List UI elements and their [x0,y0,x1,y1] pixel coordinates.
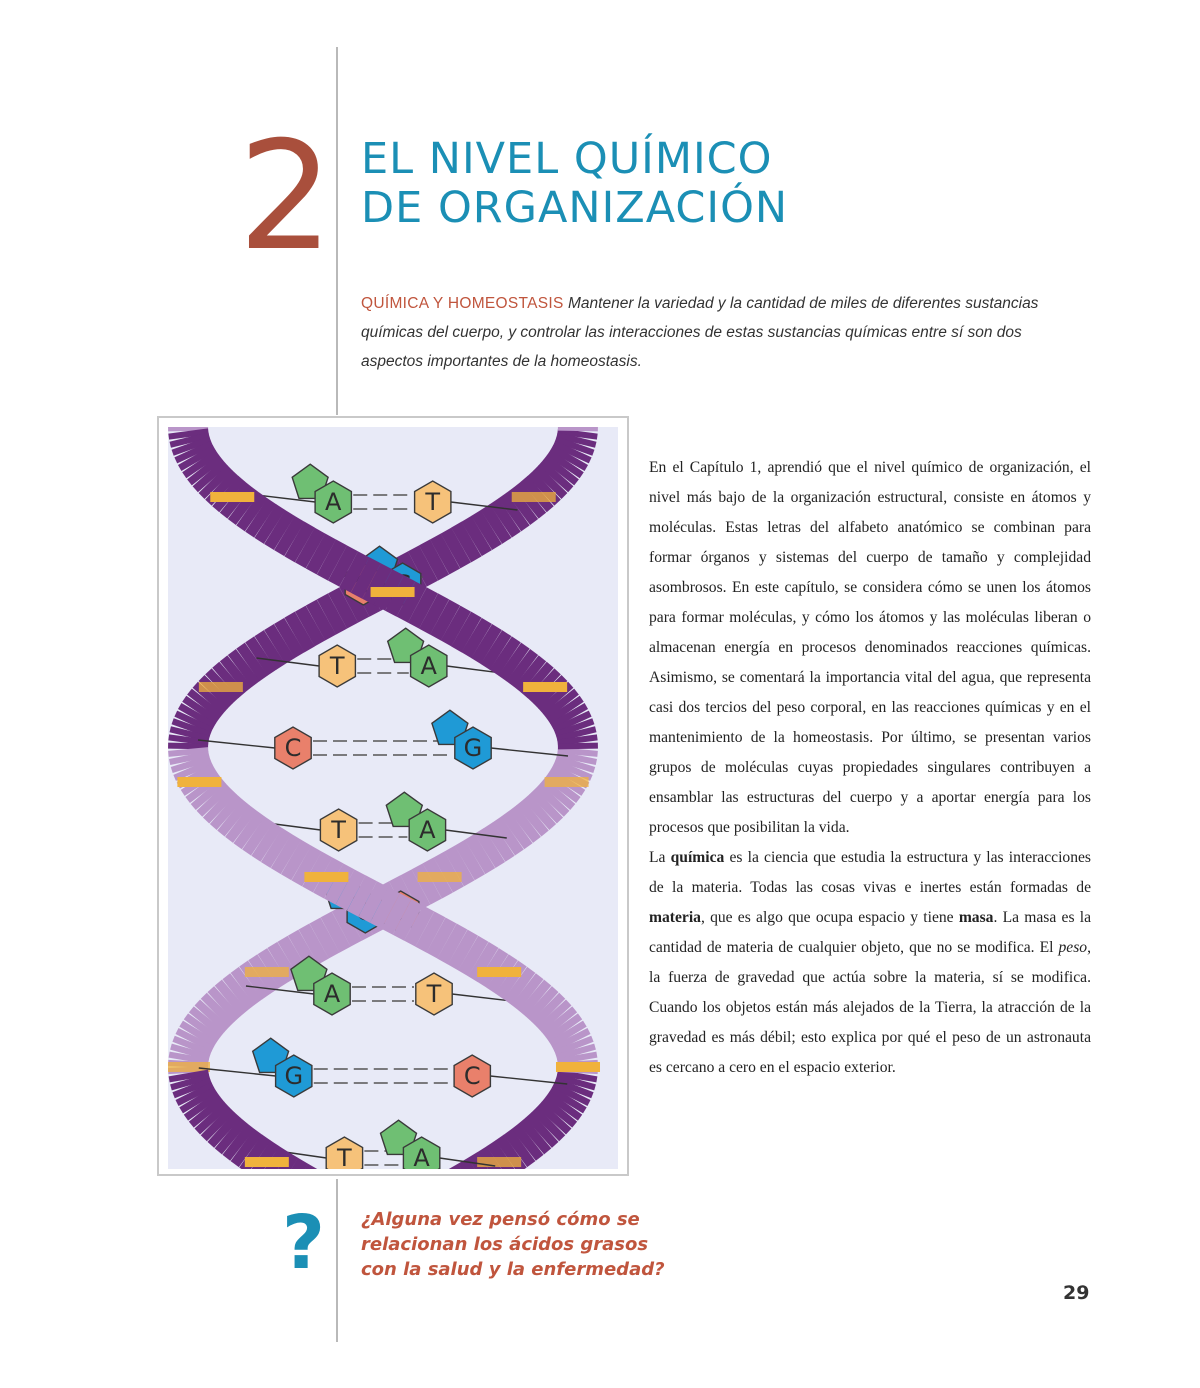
strand-b-segment [547,479,553,485]
term-quimica: química [670,849,725,866]
strand-a-segment [221,1001,228,1007]
strand-a-segment [349,569,360,575]
strand-b-segment [195,713,198,719]
strand-a-segment [410,887,421,893]
term-masa: masa [958,909,994,926]
strand-b-segment [507,977,516,983]
strand-a-segment [518,665,526,671]
strand-b-segment [262,839,271,845]
strand-a-segment [553,695,558,701]
strand-b-segment [192,767,195,773]
strand-a-segment [193,449,196,455]
strand-b-segment [188,737,189,743]
strand-b-segment [468,953,478,959]
strand-a-segment [284,533,294,539]
strand-b-segment [566,1097,570,1103]
strand-b-segment [461,539,471,545]
strand-b-segment [576,437,577,443]
strand-b-segment [507,1151,516,1157]
strand-b-segment [531,995,538,1001]
strand-a-segment [228,1133,235,1139]
strand-b-segment [211,797,217,803]
chapter-intro [361,289,1061,376]
strand-a-segment [440,617,451,623]
strand-a-segment [337,563,348,569]
strand-b-segment [573,1085,575,1091]
strand-b-segment [425,929,436,935]
strand-b-segment [562,1025,566,1031]
strand-a-segment [454,863,465,869]
strand-b-segment [414,923,425,929]
question-icon: ? [282,1200,325,1286]
svg-text:T: T [331,816,346,844]
strand-a-segment [450,623,461,629]
strand-b-segment [294,629,304,635]
chapter-title-line-2: DE ORGANIZACIÓN [361,183,789,233]
strand-a-segment [200,1103,204,1109]
strand-a-segment [574,761,576,767]
svg-text:G: G [463,734,483,762]
strand-a-segment [536,809,543,815]
strand-a-segment [573,725,575,731]
strand-b-segment [436,935,447,941]
strand-b-segment [551,1115,557,1121]
strand-a-segment [196,1097,200,1103]
svg-text:C: C [463,1062,481,1090]
strand-a-segment [577,737,578,743]
strand-a-segment [319,935,330,941]
strand-a-segment [461,629,471,635]
strand-a-segment [193,1037,196,1043]
strand-b-segment [189,731,190,737]
strand-b-segment [501,515,510,521]
svg-text:T: T [425,488,441,516]
strand-a-segment [526,671,534,677]
strand-a-segment [472,635,482,641]
strand-b-segment [538,1001,545,1007]
strand-a-segment [209,1115,215,1121]
strand-a-segment [215,1007,221,1013]
body-text [649,453,1091,1083]
strand-b-segment [558,467,563,473]
strand-a-segment [305,545,316,551]
body-paragraph-2 [649,843,1091,1083]
strand-b-segment [575,1079,577,1085]
strand-b-segment [491,521,500,527]
strand-b-segment [538,1127,545,1133]
strand-a-segment [213,479,219,485]
strand-b-segment [265,647,274,653]
strand-band [199,682,243,692]
strand-b-segment [379,905,390,911]
chapter-title-line-1: EL NIVEL QUÍMICO [361,134,773,184]
p2-text-c: , que es algo que ocupa espacio y tiene [700,909,959,926]
strand-b-segment [248,659,257,665]
strand-a-segment [265,521,274,527]
strand-b-segment [291,857,301,863]
strand-a-segment [316,551,327,557]
strand-a-segment [188,431,189,437]
strand-a-segment [188,1055,189,1061]
strand-a-segment [417,605,428,611]
strand-a-segment [510,659,519,665]
strand-b-segment [217,803,223,809]
strand-a-segment [221,1127,228,1133]
strand-b-segment [573,443,575,449]
strand-band [545,777,589,787]
strand-a-segment [256,515,265,521]
dna-figure [157,416,629,1176]
strand-a-segment [360,575,371,581]
strand-band [371,587,415,597]
strand-a-segment [558,701,563,707]
strand-b-segment [573,1043,575,1049]
margin-rule-top [336,47,338,415]
svg-text:A: A [420,652,437,680]
strand-a-segment [196,1031,200,1037]
strand-a-segment [501,653,510,659]
strand-a-segment [494,839,503,845]
strand-b-segment [368,899,379,905]
strand-b-segment [575,1049,577,1055]
strand-a-segment [326,557,337,563]
strand-band [177,777,221,787]
strand-a-segment [275,527,285,533]
strand-b-segment [472,533,482,539]
strand-a-segment [308,941,319,947]
strand-b-segment [545,1007,551,1013]
margin-rule-bottom [336,1179,338,1342]
strand-b-segment [190,725,192,731]
strand-b-segment [541,485,547,491]
term-materia: materia [649,909,701,926]
strand-b-segment [284,635,294,641]
strand-a-segment [251,977,260,983]
strand-b-segment [391,911,402,917]
strand-b-segment [326,611,337,617]
strand-band [418,872,462,882]
question-text: ¿Alguna vez pensó cómo se relacionan los ácidos grasos con la salud y la enfermedad? [361,1209,665,1280]
strand-a-segment [298,947,308,953]
strand-a-segment [372,581,383,587]
svg-text:G: G [284,1062,304,1090]
strand-b-segment [562,1103,566,1109]
strand-a-segment [576,731,577,737]
strand-a-segment [190,443,192,449]
strand-band [245,967,289,977]
strand-b-segment [482,527,492,533]
svg-text:A: A [325,488,342,516]
body-paragraph-1: En el Capítulo 1, aprendió que el nivel químico de organización, el nivel más bajo de la organización estructural, consiste en átomos y moléculas. Estas letras del alfabeto anatómico se combinan para formar órganos y sistemas del cuerpo de tamaño y complejidad asombrosos. En este capítulo, se considera cómo se unen los átomos para formar moléculas, y cómo los átomos y las moléculas liberan o almacenan energía en procesos denominados reacciones químicas. Asimismo, se comentará la importancia vital del agua, que representa casi dos tercios del peso corporal, en las reacciones químicas y en el mantenimiento de la homeostasis. Por último, se presentan varios grupos de moléculas cuyas propiedades singulares contribuyen a ensamblar las estructuras del cuerpo y a aportar energía para los procesos que posibilitan la vida. [649,459,1091,836]
strand-b-segment [188,749,189,755]
strand-band [512,492,556,502]
strand-a-segment [571,719,574,725]
intro-text: Mantener la variedad y la cantidad de miles de diferentes sustancias químicas del cuerpo, y controlar las interacciones de estas sustancias químicas entre sí son dos aspectos importantes de la homeostasis. [361,295,1039,370]
strand-a-segment [200,1025,204,1031]
chapter-title [361,135,881,233]
strand-b-segment [203,701,208,707]
strand-a-segment [294,539,304,545]
strand-a-segment [549,797,555,803]
p2-text-b: es la ciencia que estudia la estructura y las interacciones de la materia. Todas las cosas vivas e inertes están formadas de [649,849,1091,896]
strand-b-segment [232,671,240,677]
strand-b-segment [206,791,211,797]
p2-text-a: La [649,849,671,866]
strand-b-segment [316,617,327,623]
strand-a-segment [278,959,288,965]
strand-a-segment [204,1019,209,1025]
chapter-number: 2 [238,110,330,284]
strand-a-segment [193,1091,196,1097]
strand-a-segment [563,707,567,713]
strand-b-segment [524,989,532,995]
strand-a-segment [555,791,560,797]
strand-b-segment [563,461,567,467]
strand-a-segment [529,815,536,821]
strand-a-segment [209,1013,215,1019]
strand-a-segment [242,1145,250,1151]
strand-b-segment [553,473,558,479]
strand-a-segment [219,485,225,491]
strand-a-segment [240,503,248,509]
strand-a-segment [251,1151,260,1157]
strand-band [523,682,567,692]
strand-b-segment [571,449,574,455]
strand-a-segment [189,1079,191,1085]
strand-b-segment [208,695,213,701]
strand-b-segment [356,893,367,899]
strand-a-segment [215,1121,221,1127]
strand-b-segment [245,827,253,833]
strand-a-segment [491,647,500,653]
strand-a-segment [195,455,198,461]
strand-band [556,1062,600,1072]
strand-a-segment [191,1043,193,1049]
strand-b-segment [193,719,196,725]
strand-b-segment [240,665,248,671]
strand-b-segment [551,1013,557,1019]
strand-band [477,1157,521,1167]
strand-b-segment [281,851,291,857]
strand-a-segment [567,713,570,719]
term-peso: peso [1058,939,1088,956]
strand-a-segment [513,827,521,833]
strand-b-segment [518,503,526,509]
strand-a-segment [543,803,549,809]
strand-b-segment [190,761,192,767]
strand-band [210,492,254,502]
strand-b-segment [515,983,523,989]
strand-band [477,967,521,977]
strand-a-segment [248,509,257,515]
svg-text:T: T [337,1144,352,1169]
strand-b-segment [570,1037,573,1043]
dna-double-helix-illustration [168,427,618,1169]
strand-a-segment [204,1109,209,1115]
strand-a-segment [521,821,529,827]
strand-b-segment [557,1109,562,1115]
strand-b-segment [429,557,440,563]
strand-a-segment [330,929,341,935]
strand-a-segment [288,953,298,959]
strand-a-segment [482,641,492,647]
strand-b-segment [478,959,488,965]
strand-a-segment [576,755,577,761]
strand-b-segment [275,641,285,647]
strand-a-segment [235,989,243,995]
strand-b-segment [272,845,282,851]
strand-a-segment [465,857,475,863]
svg-text:A: A [419,816,436,844]
strand-b-segment [515,1145,523,1151]
strand-b-segment [577,1055,578,1061]
strand-a-segment [199,461,203,467]
strand-a-segment [577,749,578,755]
strand-b-segment [531,1133,538,1139]
strand-b-segment [189,755,190,761]
strand-b-segment [345,887,356,893]
strand-a-segment [228,995,235,1001]
strand-a-segment [572,767,575,773]
strand-a-segment [406,599,417,605]
strand-a-segment [189,437,190,443]
strand-b-segment [402,917,413,923]
strand-b-segment [545,1121,551,1127]
strand-b-segment [566,1031,570,1037]
strand-band [245,1157,289,1167]
strand-a-segment [208,473,213,479]
strand-a-segment [188,1073,189,1079]
strand-b-segment [524,1139,532,1145]
strand-b-segment [450,545,461,551]
strand-b-segment [223,809,230,815]
strand-a-segment [189,1049,191,1055]
strand-b-segment [199,707,203,713]
strand-b-segment [237,821,245,827]
strand-b-segment [301,863,312,869]
p2-text-e: , la fuerza de gravedad que actúa sobre la materia, sí se modifica. Cuando los objetos están más alejados de la Tierra, la atracción de la gravedad es más débil; esto explica por qué el peso de un astronauta es cercano a cero en el espacio exterior. [649,939,1091,1076]
strand-b-segment [447,941,458,947]
p2-text-d: . La masa es la cantidad de materia de cualquier objeto, que no se modifica. El [649,909,1091,956]
strand-b-segment [417,563,428,569]
intro-kicker: QUÍMICA Y HOMEOSTASIS [361,295,564,312]
strand-b-segment [305,623,316,629]
svg-text:C: C [284,734,302,762]
svg-text:T: T [329,652,345,680]
svg-text:A: A [323,980,341,1008]
strand-b-segment [253,833,262,839]
strand-b-segment [577,1073,578,1079]
strand-a-segment [485,845,495,851]
strand-b-segment [230,815,237,821]
page-number: 29 [1063,1282,1090,1304]
svg-text:A: A [413,1144,430,1169]
strand-a-segment [203,467,208,473]
svg-text:T: T [426,980,442,1008]
strand-b-segment [557,1019,562,1025]
strand-b-segment [337,605,348,611]
strand-b-segment [458,947,468,953]
strand-a-segment [475,851,485,857]
strand-band [304,872,348,882]
strand-a-segment [191,1085,193,1091]
strand-a-segment [235,1139,243,1145]
strand-b-segment [440,551,451,557]
strand-b-segment [577,431,578,437]
strand-b-segment [570,1091,573,1097]
strand-b-segment [567,455,570,461]
strand-a-segment [429,611,440,617]
